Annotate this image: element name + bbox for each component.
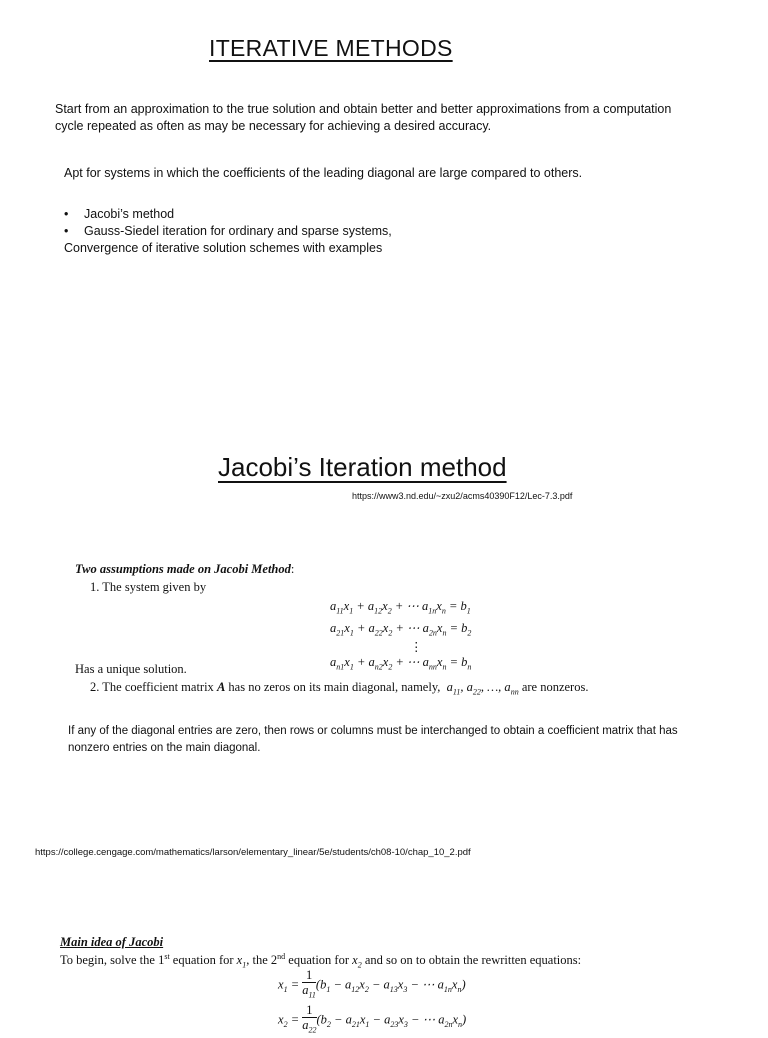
linear-system: $a_{11}x_1 + a_{12}x_2$ + ⋯ $a_{1n}x_n = b_1$ $a_{21}x_1 + a_{22}x_2$ + ⋯ $a_{2n}x_n = b_2$ ⋮ $a_{n1}x_1 + a_{n2}x_2$ + ⋯ $a_{nn}x_n = b_n$ bbox=[330, 599, 472, 672]
main-idea-text: To begin, solve the 1st equation for $x_1$, the 2nd equation for $x_2$ and so on to obtain the rewritten equations: bbox=[60, 952, 582, 970]
assumption-2: 2. The coefficient matrix A has no zeros on its main diagonal, namely, $a_{11}$, $a_{22}$, …, $a_{nn}$ are nonzeros. bbox=[90, 680, 589, 697]
assumptions-heading: Two assumptions made on Jacobi Method: bbox=[75, 562, 295, 576]
methods-list bbox=[64, 206, 392, 240]
section-title: Jacobi’s Iteration method bbox=[218, 452, 507, 482]
convergence-text: Convergence of iterative solution schemes with examples bbox=[64, 241, 383, 255]
interchange-note: If any of the diagonal entries are zero, then rows or columns must be interchanged to obtain a coefficient matrix that has nonzero entries on the main diagonal. bbox=[68, 725, 678, 754]
main-idea-heading: Main idea of Jacobi bbox=[60, 935, 164, 949]
equation-x1: $x_1$ = $\frac{1}{a_{11}}$ ($b_1 - a_{12}x_2 - a_{13}x_3$ − ⋯ $a_{1n}x_n$) bbox=[278, 968, 466, 1000]
unique-solution: Has a unique solution. bbox=[75, 662, 187, 676]
equation-x2: $x_2$ = $\frac{1}{a_{22}}$ ($b_2 - a_{21}x_1 - a_{23}x_3$ − ⋯ $a_{2n}x_n$) bbox=[278, 1003, 467, 1035]
assumption-1: 1. The system given by bbox=[90, 580, 207, 594]
cengage-link[interactable]: https://college.cengage.com/mathematics/larson/elementary_linear/5e/students/ch08-10/chap_10_2.pdf bbox=[35, 847, 471, 858]
list-item: • Jacobi’s method bbox=[64, 206, 392, 223]
page-title: ITERATIVE METHODS bbox=[209, 35, 453, 61]
intro-paragraph: Start from an approximation to the true solution and obtain better and better approximations from a computation cycle repeated as often as may be necessary for achieving a desired accuracy. bbox=[55, 102, 672, 133]
source-link[interactable]: https://www3.nd.edu/~zxu2/acms40390F12/Lec-7.3.pdf bbox=[352, 491, 573, 501]
list-item: • Gauss-Siedel iteration for ordinary and sparse systems, bbox=[64, 223, 392, 240]
apt-text: Apt for systems in which the coefficients of the leading diagonal are large compared to others. bbox=[64, 166, 583, 180]
